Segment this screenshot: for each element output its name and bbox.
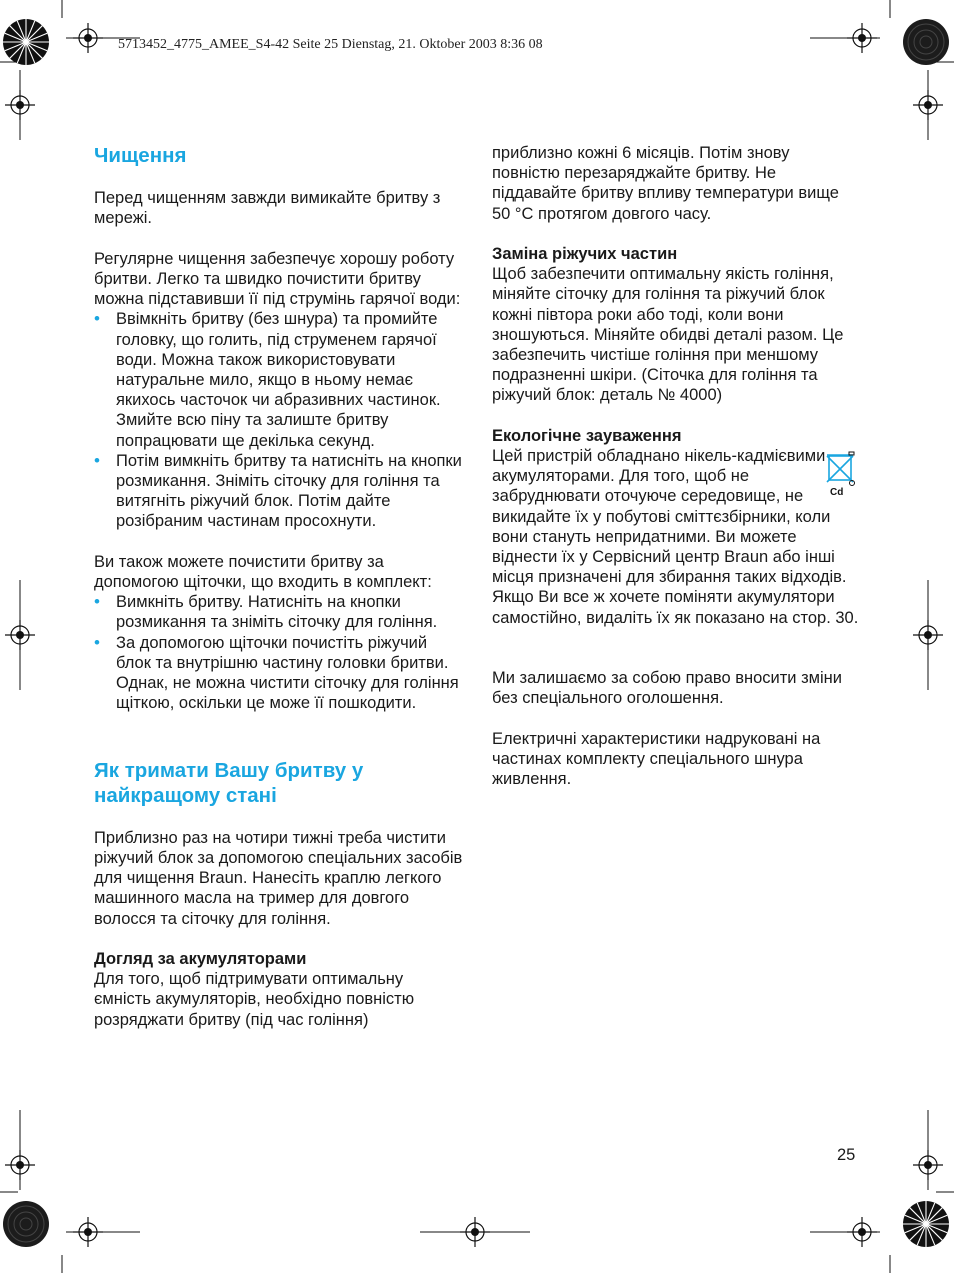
subheading-eco: Екологічне зауваження bbox=[492, 426, 682, 445]
symbol-label: Cd bbox=[830, 487, 844, 499]
rosette-bottom-right-icon bbox=[902, 1200, 950, 1248]
rosette-bottom-left-icon bbox=[2, 1200, 50, 1248]
paragraph: Електричні характеристики надруковані на частинах комплекту спеціального шнура живлення. bbox=[492, 729, 821, 789]
crossed-bin-icon bbox=[824, 450, 858, 498]
bullet-list bbox=[94, 309, 464, 531]
paragraph: Ми залишаємо за собою право вносити зміни без спеціального оголошення. bbox=[492, 669, 843, 708]
list-item: • Ввімкніть бритву (без шнура) та промийте головку, що голить, під струменем гарячої води. Можна також використовувати натуральне мило, якщо в ньому немає якихось часточок чи абразивних частинок. Змийте всю піну та залиште бритву попрацювати ще декілька секунд. bbox=[94, 309, 464, 450]
print-header: 5713452_4775_AMEE_S4-42 Seite 25 Dienstag, 21. Oktober 2003 8:36 08 bbox=[118, 37, 543, 52]
heading-cleaning: Чищення bbox=[94, 144, 187, 167]
heading-care: Як тримати Вашу бритву у найкращому стані bbox=[94, 758, 364, 807]
paragraph: Цей пристрій обладнано нікель-кадмієвими акумуляторами. Для того, щоб не забруднювати оточуюче середовище, не викидайте їх у побутові сміттєзбірники, коли вони стануть непридатними. Ви можете віднести їх у Сервісний центр Braun або інші місця призначені для збирання таких відходів. Якщо Ви все ж хочете поміняти акумулятори самостійно, видаліть їх як показано на стор. 30. bbox=[492, 447, 859, 627]
subheading-battery: Догляд за акумуляторами bbox=[94, 950, 307, 969]
paragraph: Приблизно раз на чотири тижні треба чистити ріжучий блок за допомогою спеціальних засобів для чищення Braun. Нанесіть краплю легкого машинного масла на тример для довгого волосся та сіточку для гоління. bbox=[94, 828, 463, 928]
rosette-top-left-icon bbox=[2, 18, 50, 66]
paragraph: Для того, щоб підтримувати оптимальну ємність акумуляторів, необхідно повністю розряджати бритву (під час гоління) bbox=[94, 970, 415, 1029]
rosette-top-right-icon bbox=[902, 18, 950, 66]
left-column bbox=[94, 143, 464, 1030]
paragraph: приблизно кожні 6 місяців. Потім знову повністю перезаряджайте бритву. Не піддавайте бритву впливу температури вище 50 °С протягом довгого часу. bbox=[492, 144, 839, 223]
list-item: • Вимкніть бритву. Натисніть на кнопки розмикання та зніміть сіточку для гоління. bbox=[94, 592, 464, 632]
page-number: 25 bbox=[837, 1146, 856, 1164]
eco-note bbox=[492, 446, 860, 628]
paragraph: Регулярне чищення забезпечує хорошу роботу бритви. Легко та швидко почистити бритву можна підставивши її під струмінь гарячої води: bbox=[94, 249, 461, 309]
paragraph: Щоб забезпечити оптимальну якість гоління, міняйте сіточку для гоління та ріжучий блок кожні півтора роки або тоді, коли вони зношуються. Міняйте обидві деталі разом. Це забезпечить чистіше гоління при меншому подразненні шкіри. (Сіточка для гоління та ріжучий блок: деталь № 4000) bbox=[492, 265, 844, 405]
list-item: • За допомогою щіточки почистіть ріжучий блок та внутрішню частину головки бритви. Однак, не можна чистити сіточку для гоління щіткою, оскільки це може її пошкодити. bbox=[94, 633, 464, 714]
right-column bbox=[492, 143, 860, 789]
paragraph: Перед чищенням завжди вимикайте бритву з мережі. bbox=[94, 189, 441, 228]
paragraph: Ви також можете почистити бритву за допомогою щіточки, що входить в комплект: bbox=[94, 552, 432, 592]
list-item: • Потім вимкніть бритву та натисніть на кнопки розмикання. Зніміть сіточку для гоління та витягніть ріжучий блок. Потім дайте розібраним частинам просохнути. bbox=[94, 451, 464, 532]
subheading-replace: Заміна ріжучих частин bbox=[492, 245, 678, 263]
bullet-list bbox=[94, 592, 464, 713]
